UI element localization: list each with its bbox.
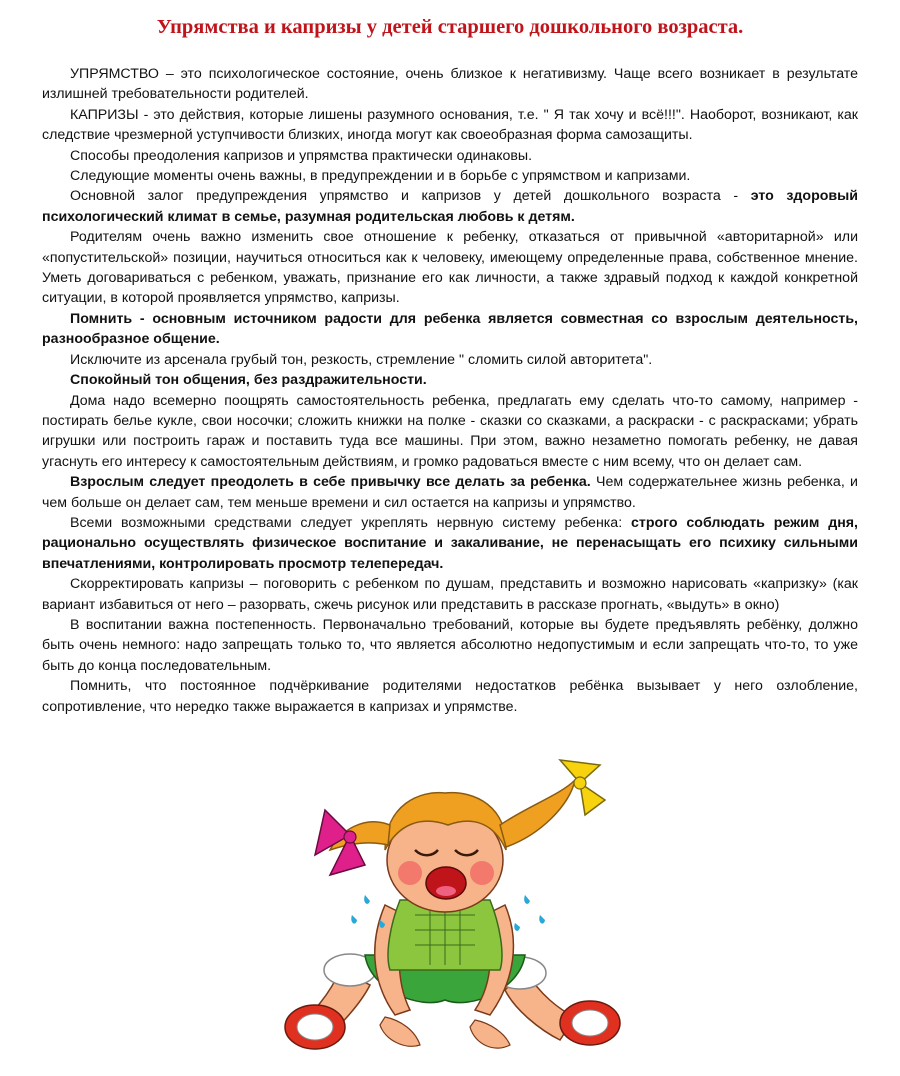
paragraph-joy-source-emphasis: Помнить - основным источником радости для ребенка является совместная со взрослым деятельность, разнообразное общение. [42, 310, 858, 348]
paragraph-gradualness: В воспитании важна постепенность. Первоначально требований, которые вы будете предъявлять ребёнку, должно быть очень немного: надо запрещать только то, что является абсолютно недопустимым и если запрещать что-то, то уже быть до конца последовательным. [42, 616, 858, 674]
right-foot [470, 1020, 510, 1048]
paragraph-prevention [42, 186, 858, 227]
paragraph-nervous-system [42, 513, 858, 574]
paragraph-habit [42, 472, 858, 513]
tear-right-2 [539, 915, 545, 924]
paragraph-important-moments: Следующие моменты очень важны, в предупреждении и в борьбе с упрямством и капризами. [70, 168, 691, 185]
left-bow-knot [344, 831, 356, 843]
mouth-tongue [436, 886, 456, 896]
paragraph-calm-tone [42, 370, 858, 390]
paragraph-whims: КАПРИЗЫ - это действия, которые лишены разумного основания, т.е. " Я так хочу и всё!!!". Наоборот, возникают, как следствие чрезмерной уступчивости близких, иногда могут как своеобразная форма самозащиты. [42, 106, 858, 144]
paragraph-tone: Исключите из арсенала грубый тон, резкость, стремление " сломить силой авторитета". [70, 351, 653, 368]
paragraph-stubbornness: УПРЯМСТВО – это психологическое состояние, очень близкое к негативизму. Чаще всего возникает в результате излишней требовательности родителей. [42, 66, 858, 103]
paragraph-prevention-text: Основной залог предупреждения упрямство и капризов у детей дошкольного возраста - [70, 188, 751, 205]
paragraph-nervous-system-text: Всеми возможными средствами следует укреплять нервную систему ребенка: [70, 514, 631, 531]
right-pigtail [500, 780, 575, 847]
paragraph-habit-emphasis: Взрослым следует преодолеть в себе привычку все делать за ребенка. [70, 474, 591, 491]
right-shoe-sole [572, 1010, 608, 1036]
paragraph-calm-tone-emphasis: Спокойный тон общения, без раздражительности. [70, 372, 427, 389]
right-bow-knot [574, 777, 586, 789]
paragraph-criticism: Помнить, что постоянное подчёркивание родителями недостатков ребёнка вызывает у него озлобление, сопротивление, что нередко также выражается в капризах и упрямстве. [42, 678, 858, 715]
paragraph-nervous-system-emphasis: строго соблюдать режим дня, рационально осуществлять физическое воспитание и закаливание, не перенасыщать его психику сильными впечатлениями, контролировать просмотр телепередач. [42, 514, 858, 572]
paragraph-joy-source [42, 309, 858, 350]
tear-left-1 [364, 895, 370, 904]
document-title: Упрямства и капризы у детей старшего дошкольного возраста. [156, 16, 744, 38]
tear-right-1 [524, 895, 530, 904]
left-cheek [398, 861, 422, 885]
paragraph-independence: Дома надо всемерно поощрять самостоятельность ребенка, предлагать ему сделать что-то самому, например - постирать белье кукле, свои носочки; сложить книжки на полке - сказки со сказками, а раскраски - с раскрасками; убрать игрушки или построить гараж и поставить туда все машины. При этом, важно незаметно помогать ребенку, не давая угаснуть его интересу к самостоятельным действиям, и громко радоваться вместе с ним всему, что он делает сам. [42, 392, 858, 470]
article-body [42, 64, 858, 717]
paragraph-parents-attitude: Родителям очень важно изменить свое отношение к ребенку, отказаться от привычной «авторитарной» или «попустительской» позиции, научиться относиться как к человеку, имеющему определенные права, собственное мнение. Уметь договариваться с ребенком, уважать, признание его как личности, а также здравый подход к каждой конкретной ситуации, в которой проявляется упрямство, капризы. [42, 229, 858, 307]
paragraph-correct-whims: Скорректировать капризы – поговорить с ребенком по душам, представить и возможно нарисовать «капризку» (как вариант избавиться от него – разорвать, сжечь рисунок или представить в рассказе прогнать, «выдуть» в окно) [42, 576, 858, 613]
left-foot [380, 1017, 420, 1046]
paragraph-prevention-emphasis: это здоровый психологический климат в семье, разумная родительская любовь к детям. [42, 188, 858, 225]
crying-girl-illustration [270, 755, 650, 1070]
paragraph-habit-text: Чем содержательнее жизнь ребенка, и чем больше он делает сам, тем меньше времени и сил остается на капризы и упрямство. [42, 474, 858, 511]
tear-right-3 [514, 923, 520, 931]
right-cheek [470, 861, 494, 885]
tear-left-2 [351, 915, 357, 924]
paragraph-methods: Способы преодоления капризов и упрямства практически одинаковы. [70, 147, 533, 164]
left-shoe-sole [297, 1014, 333, 1040]
